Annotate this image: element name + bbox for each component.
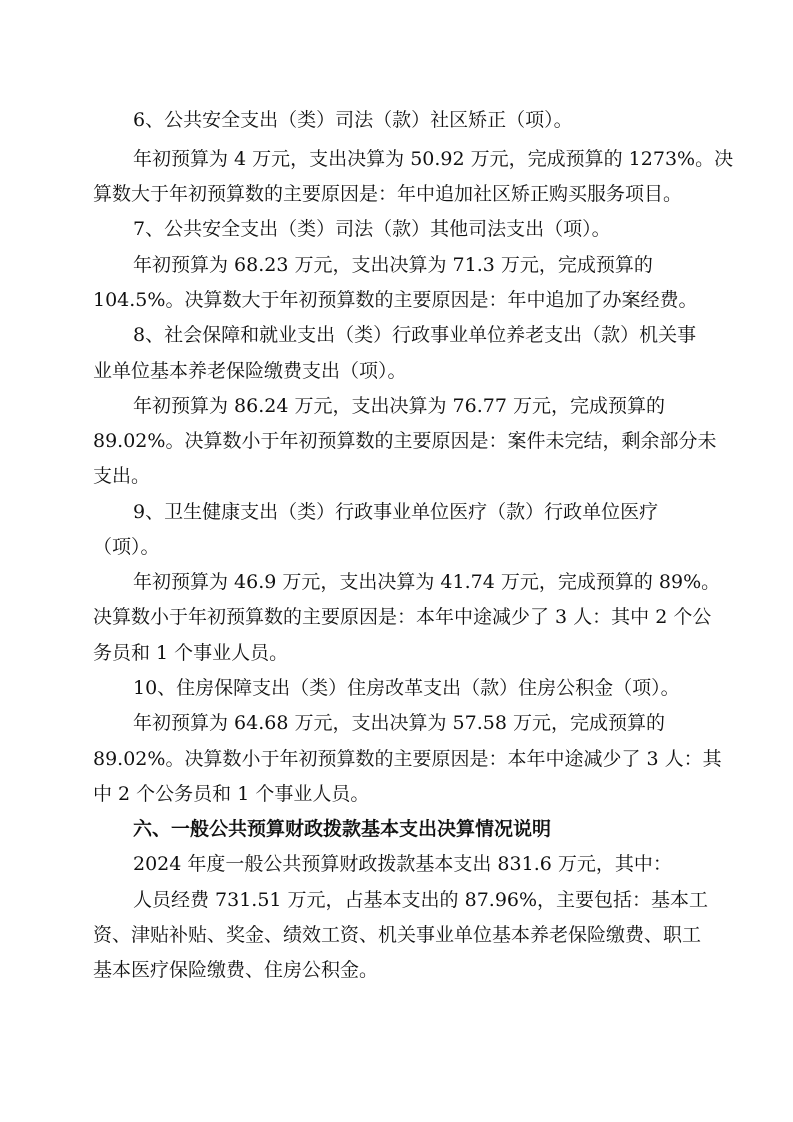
item-9-title-line-1: 9、卫生健康支出（类）行政事业单位医疗（款）行政单位医疗 bbox=[133, 501, 659, 523]
item-7-title: 7、公共安全支出（类）司法（款）其他司法支出（项）。 bbox=[133, 218, 611, 240]
item-9-paragraph-line-1: 年初预算为 46.9 万元，支出决算为 41.74 万元，完成预算的 89%。 bbox=[133, 571, 721, 593]
item-6-paragraph-line-1: 年初预算为 4 万元，支出决算为 50.92 万元，完成预算的 1273%。决 bbox=[133, 148, 734, 170]
item-8-paragraph-line-1: 年初预算为 86.24 万元，支出决算为 76.77 万元，完成预算的 bbox=[133, 395, 665, 417]
item-6-title: 6、公共安全支出（类）司法（款）社区矫正（项）。 bbox=[133, 109, 573, 131]
item-8-paragraph-line-3: 支出。 bbox=[93, 465, 151, 487]
item-9-paragraph-line-3: 务员和 1 个事业人员。 bbox=[93, 642, 289, 664]
item-8-title-line-2: 业单位基本养老保险缴费支出（项）。 bbox=[93, 360, 407, 382]
section-6-paragraph-line-1: 人员经费 731.51 万元，占基本支出的 87.96%，主要包括：基本工 bbox=[133, 889, 709, 911]
section-6-paragraph-line-2: 资、津贴补贴、奖金、绩效工资、机关事业单位基本养老保险缴费、职工 bbox=[93, 924, 702, 946]
item-6-paragraph-line-2: 算数大于年初预算数的主要原因是：年中追加社区矫正购买服务项目。 bbox=[93, 183, 683, 205]
section-6-heading: 六、一般公共预算财政拨款基本支出决算情况说明 bbox=[133, 818, 552, 840]
item-7-paragraph-line-1: 年初预算为 68.23 万元，支出决算为 71.3 万元，完成预算的 bbox=[133, 254, 653, 276]
item-7-paragraph-line-2: 104.5%。决算数大于年初预算数的主要原因是：年中追加了办案经费。 bbox=[93, 289, 698, 311]
item-10-title: 10、住房保障支出（类）住房改革支出（款）住房公积金（项）。 bbox=[133, 677, 680, 699]
item-8-paragraph-line-2: 89.02%。决算数小于年初预算数的主要原因是：案件未完结，剩余部分未 bbox=[93, 430, 717, 452]
item-8-title-line-1: 8、社会保障和就业支出（类）行政事业单位养老支出（款）机关事 bbox=[133, 324, 697, 346]
item-10-paragraph-line-2: 89.02%。决算数小于年初预算数的主要原因是：本年中途减少了 3 人：其 bbox=[93, 748, 722, 770]
item-9-paragraph-line-2: 决算数小于年初预算数的主要原因是：本年中途减少了 3 人：其中 2 个公 bbox=[93, 606, 712, 628]
item-10-paragraph-line-3: 中 2 个公务员和 1 个事业人员。 bbox=[93, 783, 370, 805]
item-10-paragraph-line-1: 年初预算为 64.68 万元，支出决算为 57.58 万元，完成预算的 bbox=[133, 712, 665, 734]
item-9-title-line-2: （项）。 bbox=[93, 536, 160, 558]
section-6-paragraph-line-3: 基本医疗保险缴费、住房公积金。 bbox=[93, 959, 379, 981]
section-6-summary: 2024 年度一般公共预算财政拨款基本支出 831.6 万元，其中： bbox=[133, 853, 672, 875]
